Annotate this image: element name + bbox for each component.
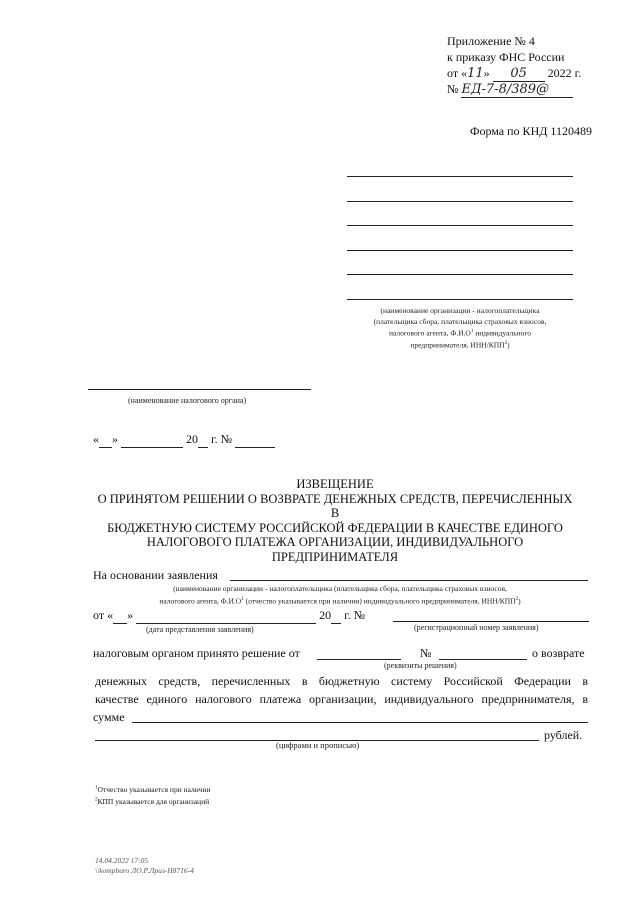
order-number [447,82,573,98]
order-number-field [461,82,573,98]
basis-line [230,580,588,581]
doc-date-open: « [93,432,99,446]
recipient-hint-line1: (наименование организации - налогоплательщика [380,306,540,315]
order-number-prefix: № [447,82,459,96]
title-line3: БЮДЖЕТНУЮ СИСТЕМУ РОССИЙСКОЙ ФЕДЕРАЦИИ В КАЧЕСТВЕ ЕДИНОГО [107,520,563,535]
sum-label: сумме [93,710,125,724]
recipient-hint-line3-text: налогового агента, Ф.И.О [388,328,471,338]
application-date [93,608,365,624]
recipient-hint-line4 [347,339,573,351]
recipient-line-1 [347,176,573,177]
sum-line-1 [132,722,588,723]
date-month-field [493,66,545,82]
application-number-line [393,621,589,622]
basis-label: На основании заявления [93,568,218,582]
doc-date-close: » [112,432,118,446]
paragraph-line2: качестве единого налогового платежа организации, индивидуального предпринимателя, в [95,692,588,706]
recipient-hint-line3 [347,327,573,339]
document-title [95,477,575,564]
doc-day-field [99,432,112,448]
decision-date-line [317,659,401,660]
footnote-2 [95,797,209,806]
title-line4: НАЛОГОВОГО ПЛАТЕЖА ОРГАНИЗАЦИИ, ИНДИВИДУАЛЬНОГО [146,535,524,549]
document-date [93,432,275,448]
order-number-handwritten: ЕД-7-8/389@ [461,82,550,97]
basis-hint-sup1: 1 [241,597,244,602]
doc-number-label: г. № [211,432,233,446]
decision-hint: (реквизиты решения) [384,661,457,670]
doc-number-field [235,432,275,448]
application-year: 20 [319,608,332,622]
recipient-hint-line4-text: предпринимателя, ИНН/КПП [410,340,505,350]
basis-hint-line2-text: налогового агента, Ф.И.О [159,596,242,606]
recipient-hint-sup2: 2 [504,341,508,346]
footnote-1-marker: 1 [95,785,98,791]
decision-tail: о возврате [532,646,585,660]
basis-hint [95,583,585,607]
application-year-field [331,608,341,624]
reg-number-hint: (регистрационный номер заявления) [414,623,539,632]
doc-year-field [198,432,208,448]
recipient-hint [347,306,573,351]
recipient-hint-line2: (плательщика сбора, плательщика страховых взносов, [373,316,547,326]
decision-number-label: № [420,646,432,660]
footnote-2-marker: 2 [95,797,98,803]
date-prefix: от « [447,66,468,80]
title-line2: О ПРИНЯТОМ РЕШЕНИИ О ВОЗВРАТЕ ДЕНЕЖНЫХ СРЕДСТВ, ПЕРЕЧИСЛЕННЫХ В [97,491,573,520]
from-close: » [127,608,134,622]
basis-hint-line2-mid: (отчество указывается при наличии) индивидуального предпринимателя, ИНН/КПП [243,596,516,606]
title-line1: ИЗВЕЩЕНИЕ [296,477,374,491]
paragraph-line1: денежных средств, перечисленных в бюджетную систему Российской Федерации в [95,674,588,688]
basis-hint-line2 [95,594,585,607]
recipient-line-2 [347,201,573,202]
basis-hint-sup2: 2 [515,597,519,602]
decision-number-line [439,659,527,660]
footnote-1-text: Отчество указывается при наличии [97,785,211,794]
sum-hint: (цифрами и прописью) [276,740,360,750]
recipient-hint-line4-tail: ) [507,340,510,350]
date-day-handwritten: 11 [467,66,484,81]
appendix-label: Приложение № 4 [447,34,535,48]
rubles-label: рублей. [544,728,583,742]
doc-year: 20 [186,432,198,446]
title-line5: ПРЕДПРИНИМАТЕЛЯ [271,549,399,564]
date-year: 2022 г. [547,66,582,80]
recipient-line-5 [347,274,573,275]
recipient-hint-line3-tail: индивидуального [473,328,532,338]
application-day-field [113,608,127,624]
recipient-line-3 [347,225,573,226]
order-date [447,66,581,82]
footnote-1 [95,785,211,794]
footnote-2-text: КПП указывается для организаций [97,797,210,806]
decision-label: налоговым органом принято решение от [93,646,300,660]
order-reference: к приказу ФНС России [447,50,565,64]
date-month-handwritten: 05 [510,66,527,81]
recipient-line-4 [347,250,573,251]
from-label: от « [93,608,114,622]
date-hint: (дата представления заявления) [146,625,254,634]
basis-hint-line2-tail: ) [518,596,521,606]
print-stamp-line1: 14.04.2022 17:05 [95,856,149,865]
tax-authority-hint: (наименование налогового органа) [128,396,247,405]
tax-authority-line [88,389,311,390]
doc-month-field [121,432,183,448]
application-number-label: г. № [344,608,366,622]
form-code: Форма по КНД 1120489 [470,124,592,138]
date-mid: » [483,66,490,80]
recipient-hint-sup1: 1 [470,329,474,334]
basis-hint-line1: (наименование организации - налогоплательщика (плательщика сбора, плательщика страховых взносов, [173,584,507,593]
recipient-line-6 [347,299,573,300]
print-stamp-line2: \\kompburo ЛО.Р.Лриз-Н8716-4 [95,866,194,875]
application-month-field [136,608,316,624]
